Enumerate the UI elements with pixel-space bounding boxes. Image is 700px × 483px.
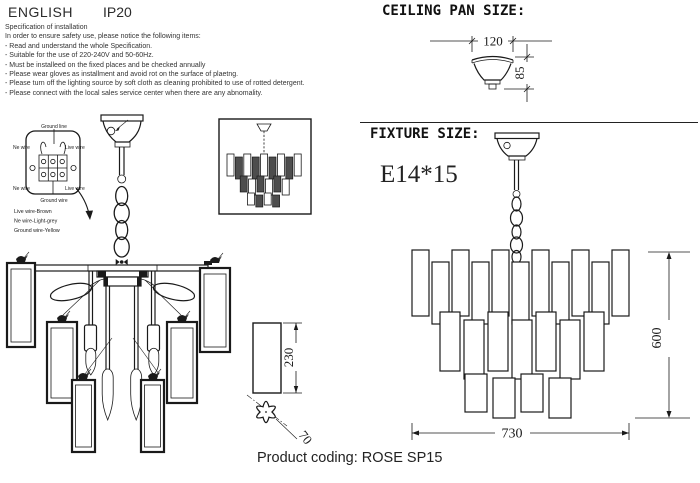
canopy-icon bbox=[495, 133, 539, 160]
panel-clip-icon bbox=[57, 311, 70, 321]
neutral-wire-label: Ne wire bbox=[13, 145, 30, 151]
crystal-panel bbox=[7, 252, 35, 347]
live-wire-label-2: Live wire bbox=[65, 186, 85, 192]
spec-item: - Read and understand the whole Specification. bbox=[5, 42, 153, 50]
panel-width-dimension bbox=[276, 419, 315, 447]
panel-width-value: 70 bbox=[295, 427, 316, 448]
panel-height-dimension bbox=[281, 323, 302, 393]
panel-outline bbox=[253, 323, 281, 393]
spec-item: - Please turn off the lighting source by soft cloth as cleaning prohibited to use of rotted detergent. bbox=[5, 80, 305, 88]
width-dimension bbox=[430, 34, 552, 53]
frame-bar-icon bbox=[18, 261, 212, 271]
candle-inner-left-icon bbox=[102, 286, 113, 420]
spec-intro: In order to ensure safety use, please notice the following items: bbox=[5, 33, 201, 41]
product-coding: Product coding: ROSE SP15 bbox=[257, 450, 443, 466]
arm-bulb-left-icon bbox=[49, 279, 104, 304]
spec-block bbox=[5, 23, 367, 98]
hanging-rod-icon bbox=[118, 147, 126, 183]
crystal-panel bbox=[72, 369, 95, 452]
ceiling-pan-drawing bbox=[420, 28, 560, 118]
height-dimension bbox=[504, 44, 534, 102]
spec-item: - Must be installeed on the fixed places and be checked annually bbox=[5, 61, 206, 69]
arm-bulb-right-icon bbox=[141, 279, 196, 304]
legend-neutral-wire: Ne wire-Light-grey bbox=[14, 218, 58, 225]
panel-tier-middle bbox=[440, 312, 604, 379]
canopy-icon bbox=[101, 115, 143, 147]
fixture-drawing bbox=[395, 125, 700, 447]
hanging-rod-icon bbox=[513, 160, 520, 198]
crystal-panel bbox=[141, 369, 164, 452]
crystal-panel bbox=[200, 253, 230, 352]
neutral-wire-label-2: Ne wire bbox=[13, 186, 30, 192]
panel-clip-icon bbox=[177, 311, 190, 321]
pan-width-value: 120 bbox=[483, 33, 503, 49]
live-wire-label: Live wire bbox=[65, 145, 85, 151]
panel-clip-icon bbox=[16, 252, 29, 262]
lamp-spec-label: E14*15 bbox=[380, 161, 458, 188]
fixture-width-dimension bbox=[412, 423, 629, 442]
ground-line-label: Ground line bbox=[41, 124, 67, 130]
panel-cross-section-icon bbox=[247, 395, 287, 426]
chain-icon bbox=[511, 197, 523, 264]
panel-detail-drawing bbox=[245, 315, 355, 465]
ground-wire-label: Ground wire bbox=[40, 198, 68, 204]
fixture-size-title: FIXTURE SIZE: bbox=[370, 126, 480, 142]
panel-tier-bottom bbox=[465, 374, 571, 418]
ip-rating-label: IP20 bbox=[103, 4, 132, 20]
fixture-height-value: 600 bbox=[650, 327, 665, 349]
center-hub-icon bbox=[97, 271, 148, 286]
fixture-width-value: 730 bbox=[501, 426, 523, 442]
chain-icon bbox=[114, 187, 129, 266]
spec-title: Specification of installation bbox=[5, 24, 88, 31]
section-divider bbox=[360, 122, 698, 123]
legend-ground-wire: Ground wire-Yellow bbox=[14, 228, 60, 234]
pan-height-value: 85 bbox=[512, 66, 527, 80]
language-label: ENGLISH bbox=[8, 4, 73, 20]
ceiling-pan-size-title: CEILING PAN SIZE: bbox=[382, 3, 526, 19]
spec-item: - Please connect with the local sales service center when there are any abnomality. bbox=[5, 89, 263, 97]
canopy-icon bbox=[472, 57, 513, 90]
legend-live-wire: Live wire-Brown bbox=[14, 209, 52, 215]
fixture-height-dimension bbox=[635, 252, 690, 418]
panel-height-value: 230 bbox=[281, 347, 296, 368]
crystal-panel bbox=[167, 311, 197, 403]
panel-clip-icon bbox=[210, 253, 223, 263]
spec-item: - Please wear gloves as installment and avoid rot on the surface of plaetng. bbox=[5, 71, 239, 79]
spec-item: - Suitable for the use of 220-240V and 50-60Hz. bbox=[5, 52, 154, 60]
